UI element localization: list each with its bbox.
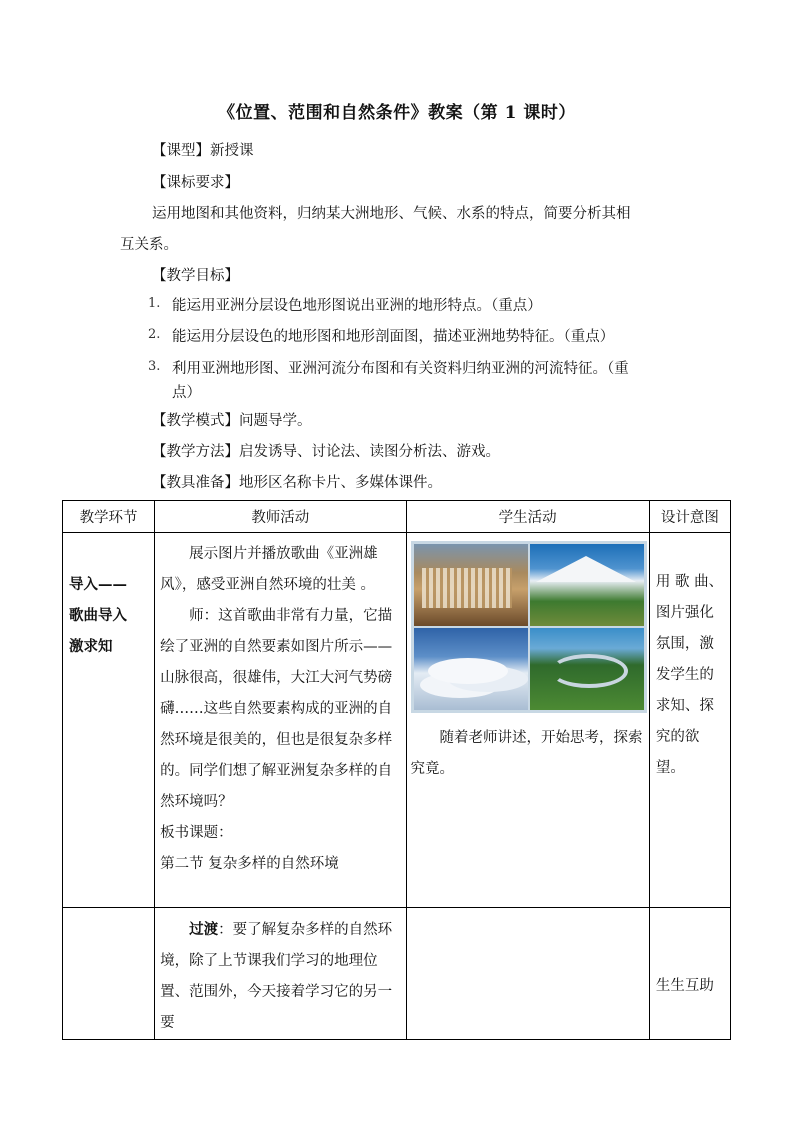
objective-2-text: 能运用分层设色的地形图和地形剖面图，描述亚洲地势特征。（重点）: [172, 329, 615, 345]
stage-label-line2: 歌曲导入: [69, 607, 127, 624]
plateau-aerial-photo: [414, 628, 528, 710]
header-student-activity: 学生活动: [406, 501, 649, 533]
curriculum-standard-line2: 互关系。: [120, 237, 178, 253]
transition-text: ：要了解复杂多样的自然环境，除了上节课我们学习的地理位置、范围外，今天接着学习它的另一要: [160, 922, 393, 1031]
teacher-paragraph-2: 师：这首歌曲非常有力量，它描绘了亚洲的自然要素如图片所示——山脉很高，很雄伟，大江大河气势磅礴……这些自然要素构成的亚洲的自然环境是很美的，但也是很复杂多样的。同学们想了解亚洲复杂多样的自然环境吗？: [160, 608, 393, 810]
teacher-paragraph-3: 板书课题：: [160, 825, 233, 841]
teacher-activity-cell: [155, 533, 406, 908]
design-intent-text-2: 生生互助: [655, 978, 714, 994]
header-stage: 教学环节: [63, 501, 155, 533]
curriculum-standard-heading: 【课标要求】: [152, 175, 239, 191]
objectives-heading: 【教学目标】: [152, 268, 239, 284]
course-type: 【课型】新授课: [152, 143, 254, 159]
table-row: [63, 533, 731, 908]
lesson-plan-table: [62, 500, 731, 1040]
header-teacher-activity: 教师活动: [155, 501, 406, 533]
objective-3-text: 利用亚洲地形图、亚洲河流分布图和有关资料归纳亚洲的河流特征。（重: [172, 361, 629, 377]
stage-label-line1: 导入——: [69, 576, 127, 593]
teaching-aids: 【教具准备】地形区名称卡片、多媒体课件。: [152, 475, 442, 491]
teacher-activity-cell: [155, 908, 406, 1040]
teacher-paragraph-1: 展示图片并播放歌曲《亚洲雄风》，感受亚洲自然环境的壮美 。: [160, 546, 378, 593]
river-grassland-photo: [530, 628, 644, 710]
objective-2-number: 2.: [148, 327, 161, 342]
objective-3-number: 3.: [148, 359, 161, 374]
waterfall-photo: [414, 544, 528, 626]
stage-cell-empty: [63, 908, 155, 1040]
student-activity-cell-empty: [406, 908, 649, 1040]
asia-landscape-collage: [411, 541, 647, 713]
document-title: 《位置、范围和自然条件》教案（第 1 课时）: [218, 103, 576, 123]
design-intent-cell: [649, 908, 730, 1040]
objective-1-text: 能运用亚洲分层设色地形图说出亚洲的地形特点。（重点）: [172, 298, 542, 314]
curriculum-standard-line1: 运用地图和其他资料，归纳某大洲地形、气候、水系的特点，简要分析其相: [152, 206, 631, 222]
header-design-intent: 设计意图: [649, 501, 730, 533]
design-intent-text: 用 歌 曲、图片强化氛围，激发学生的求知、探究的欲望。: [655, 574, 724, 776]
student-activity-cell: [406, 533, 649, 908]
table-header-row: [63, 501, 731, 533]
design-intent-cell: [649, 533, 730, 908]
teacher-paragraph-4: 第二节 复杂多样的自然环境: [160, 856, 339, 872]
teaching-mode: 【教学模式】问题导学。: [152, 413, 312, 429]
table-row: [63, 908, 731, 1040]
objective-1-number: 1.: [148, 296, 161, 311]
transition-label: 过渡: [189, 921, 219, 938]
objective-3-text-cont: 点）: [172, 385, 201, 401]
teaching-methods: 【教学方法】启发诱导、讨论法、读图分析法、游戏。: [152, 444, 500, 460]
stage-cell: [63, 533, 155, 908]
stage-label-line3: 激求知: [69, 638, 113, 655]
student-activity-text: 随着老师讲述，开始思考，探索究竟。: [410, 730, 643, 777]
snow-mountain-photo: [530, 544, 644, 626]
